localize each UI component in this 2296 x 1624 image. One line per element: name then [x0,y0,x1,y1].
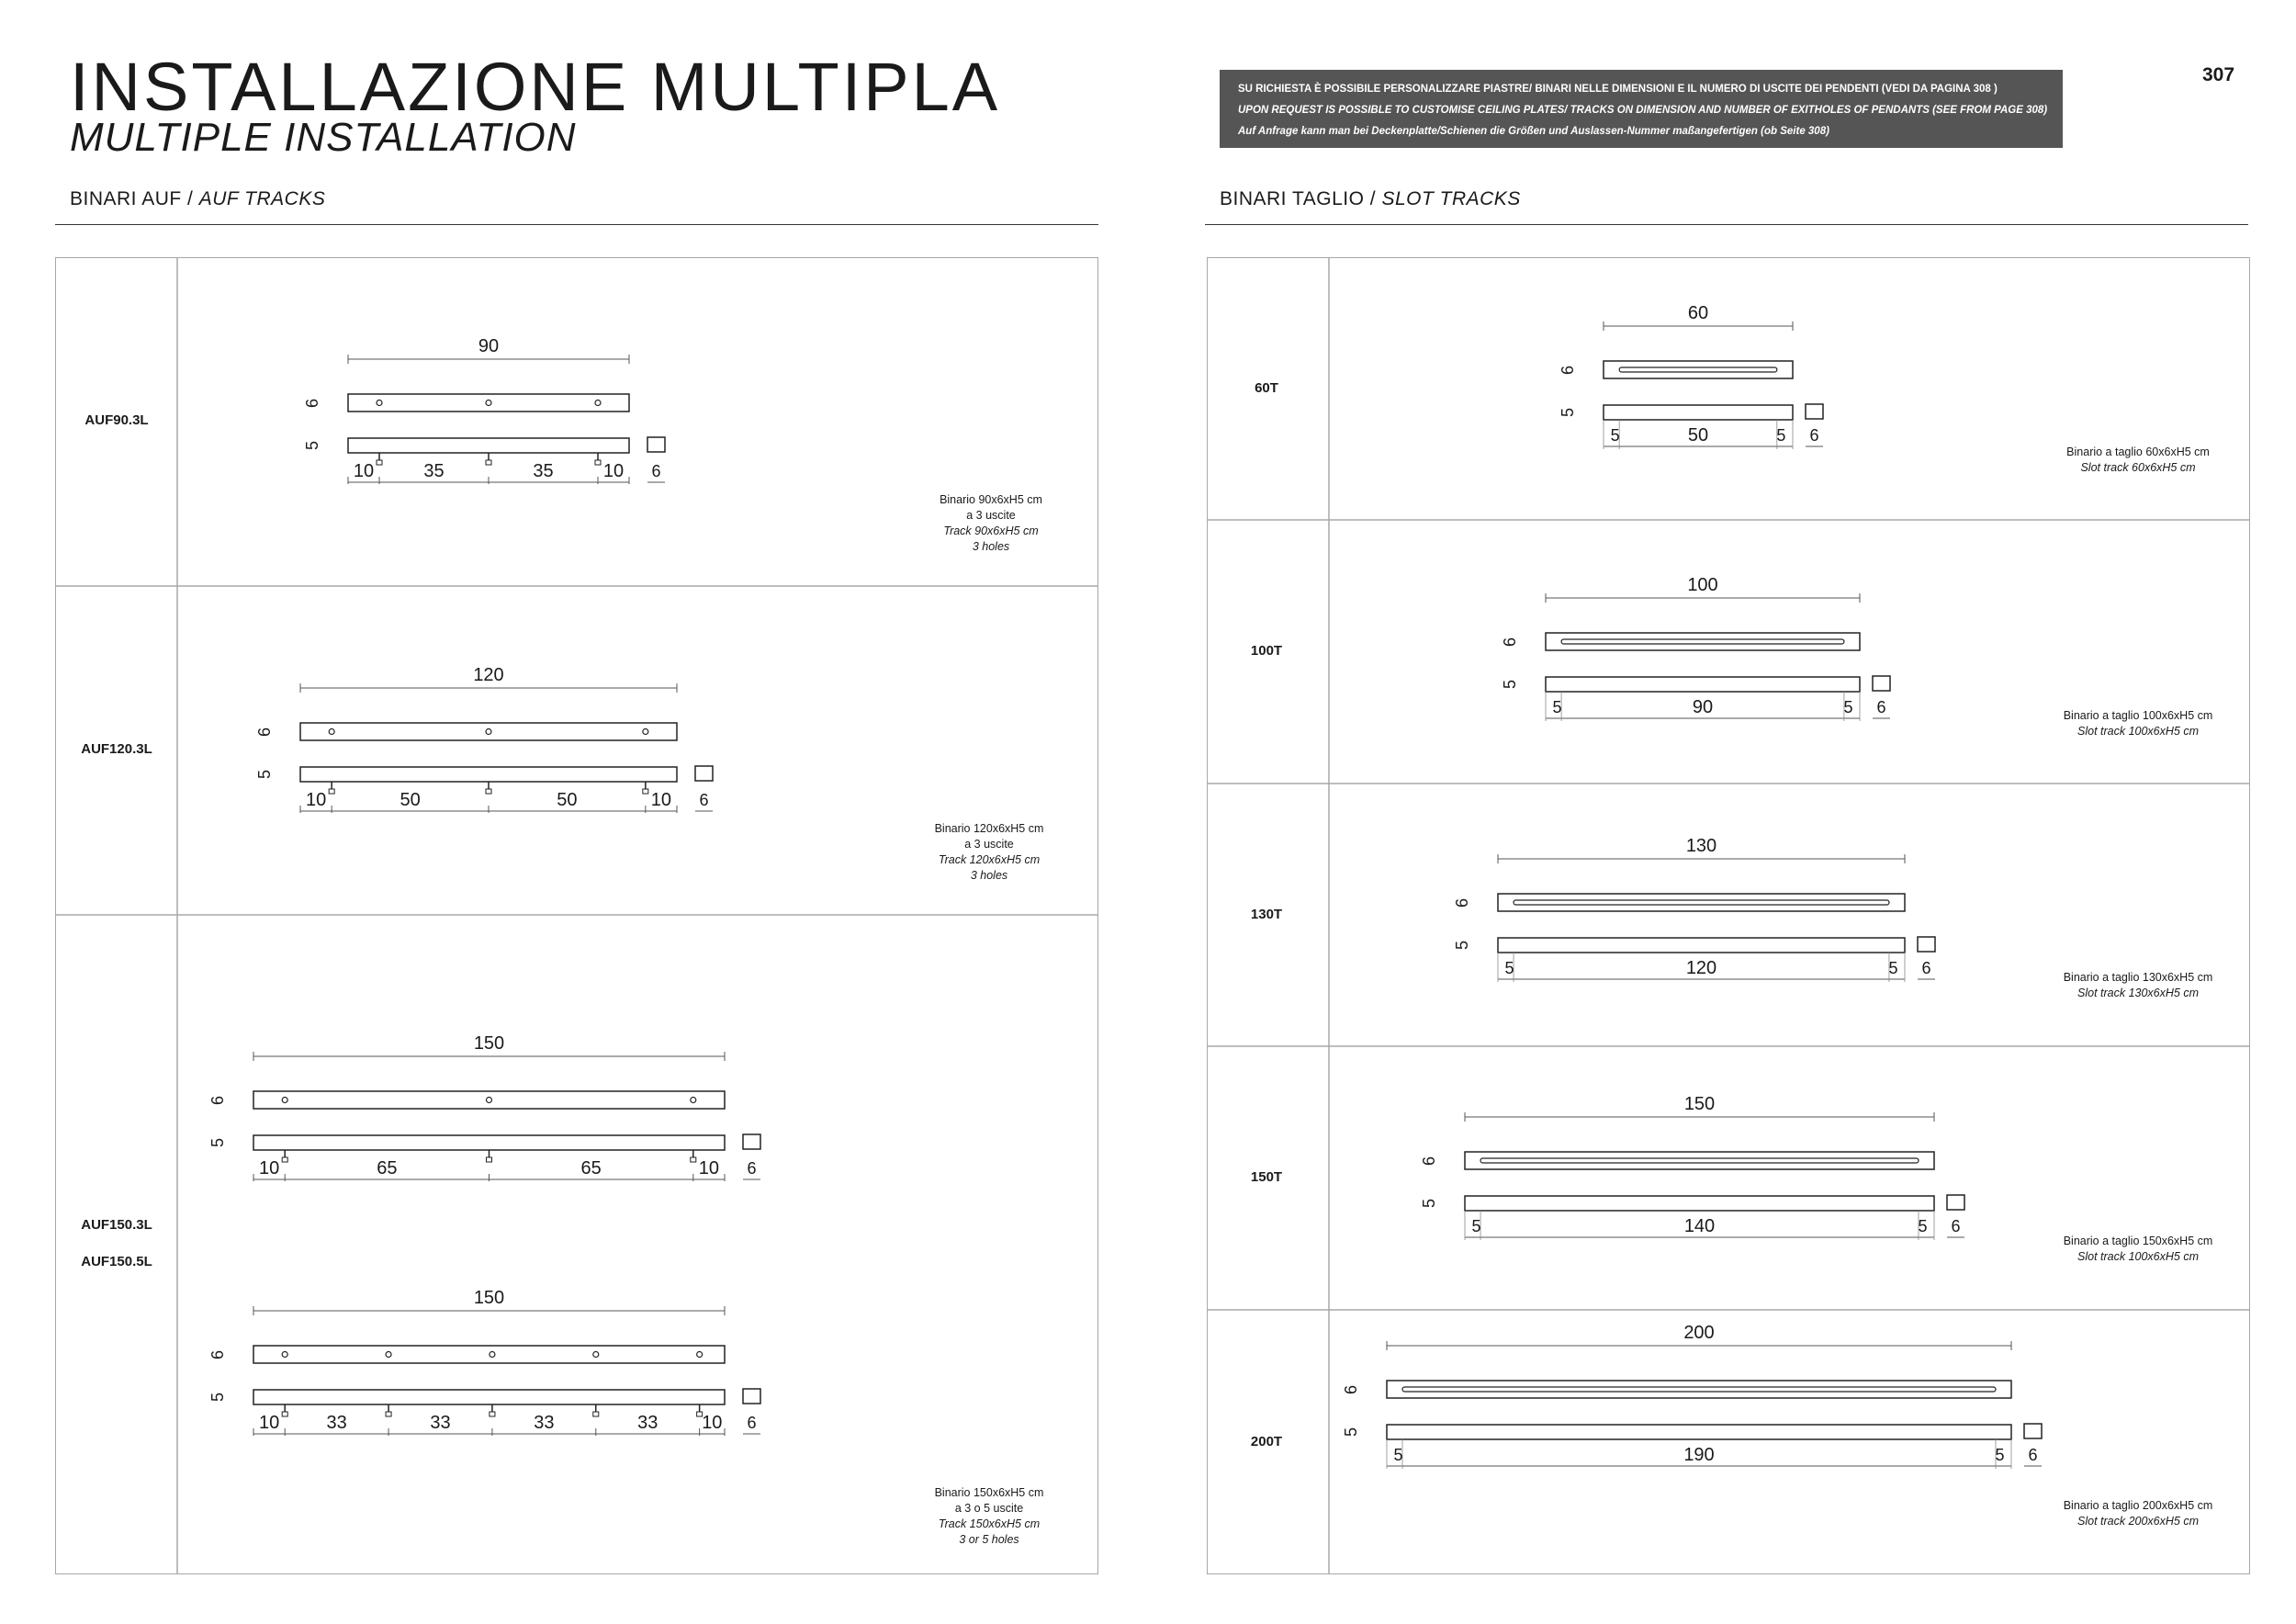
track-side-view [1546,677,1860,692]
track-top-view [348,394,629,412]
dimension-label-segment: 10 [698,1158,720,1179]
dimension-label-height: 5 [1420,1198,1438,1209]
dimension-label-depth: 6 [2028,1446,2038,1464]
product-code-150t: 150T [1250,1169,1283,1185]
page-title: INSTALLAZIONE MULTIPLA [70,49,1001,125]
product-code-100t: 100T [1250,643,1283,659]
exit-hole [697,1352,703,1358]
track-end-profile [1947,1195,1964,1210]
dimension-label-height: 5 [1453,940,1471,951]
dimension-label-end: 5 [1888,959,1898,977]
product-code-auf150-5l: AUF150.5L [81,1254,152,1269]
exit-hole [282,1098,287,1103]
exit-hole [593,1352,599,1358]
desc-line: Track 120x6xH5 cm [938,853,1041,866]
pendant-exit [282,1157,287,1162]
dimension-label-depth: 6 [1501,637,1519,648]
pendant-exit [595,460,601,465]
track-top-view [300,723,677,740]
exit-hole [490,1352,495,1358]
dimension-label-inner: 190 [1683,1445,1715,1465]
track-side-view [1465,1196,1934,1211]
desc-line: a 3 uscite [964,838,1014,851]
dimension-label-segment: 50 [400,790,421,810]
desc-line: Track 90x6xH5 cm [943,524,1039,537]
track-side-view [300,767,677,782]
track-end-profile [743,1134,760,1149]
dimension-label-end: 5 [1776,426,1786,445]
dimension-label-depth: 6 [699,791,709,809]
track-top-view [1498,894,1905,911]
dimension-label-segment: 10 [258,1413,280,1433]
track-side-view [253,1390,725,1404]
exit-hole [386,1352,391,1358]
pendant-exit [486,460,491,465]
dimension-label-depth: 6 [1420,1156,1438,1167]
desc-line: Binario 90x6xH5 cm [940,493,1042,506]
section-slot-label-it: BINARI TAGLIO / [1220,188,1382,209]
dimension-label-depth: 6 [747,1414,757,1432]
desc-line: 3 holes [972,540,1010,553]
notice-line-en: UPON REQUEST IS POSSIBLE TO CUSTOMISE CEILING PLATES/ TRACKS ON DIMENSION AND NUMBER OF EXITHOLES OF PENDANTS (SEE FROM PAGE 308) [1238,105,2048,116]
dimension-label-segment: 65 [580,1158,602,1179]
pendant-exit [593,1412,599,1416]
desc-line: Slot track 100x6xH5 cm [2077,725,2199,738]
track-top-view [1465,1152,1934,1169]
dimension-label-segment: 33 [637,1413,658,1433]
dimension-label-total: 100 [1687,575,1718,595]
dimension-label-segment: 33 [534,1413,555,1433]
dimension-label-height: 5 [1501,679,1519,690]
exit-hole [643,729,648,735]
dimension-label-segment: 50 [557,790,578,810]
dimension-label-depth: 6 [208,1349,227,1360]
dimension-label-height: 5 [255,769,274,780]
track-slot [1514,900,1889,905]
dimension-label-depth: 6 [1342,1384,1360,1395]
track-top-view [253,1091,725,1109]
desc-line: Slot track 60x6xH5 cm [2080,461,2196,474]
dimension-label-depth: 6 [1559,365,1577,376]
track-side-view [1604,405,1793,420]
dimension-label-depth: 6 [1951,1217,1961,1235]
track-end-profile [695,766,713,781]
desc-line: 3 holes [970,869,1008,882]
section-auf-label-it: BINARI AUF / [70,188,199,209]
track-top-view [1387,1381,2011,1398]
dimension-label-total: 120 [473,665,504,685]
dimension-label-total: 60 [1687,303,1709,323]
notice-line-de: Auf Anfrage kann man bei Deckenplatte/Schienen die Größen und Auslassen-Nummer maßangefertigen (ob Seite 308) [1238,126,1829,137]
track-side-view [253,1135,725,1150]
track-end-profile [2024,1424,2042,1438]
product-code-auf120: AUF120.3L [81,741,152,757]
dimension-label-end: 5 [1471,1217,1481,1235]
dimension-label-end: 5 [1610,426,1620,445]
exit-hole [282,1352,287,1358]
section-slot-label-en: SLOT TRACKS [1381,188,1521,209]
dimension-label-total: 200 [1683,1323,1715,1343]
track-top-view [1546,633,1860,650]
dimension-label-height: 5 [208,1392,227,1403]
dimension-label-total: 150 [1683,1094,1716,1114]
dimension-label-end: 5 [1504,959,1514,977]
dimension-label-end: 5 [1843,698,1853,716]
track-end-profile [743,1389,760,1404]
dimension-label-segment: 10 [305,790,327,810]
dimension-label-segment: 65 [377,1158,398,1179]
track-slot [1561,639,1844,644]
exit-hole [329,729,334,735]
dimension-label-end: 5 [1995,1446,2005,1464]
dimension-label-depth: 6 [208,1095,227,1106]
dimension-label-segment: 35 [423,461,445,481]
exit-hole [595,400,601,406]
desc-line: Binario a taglio 150x6xH5 cm [2063,1235,2213,1247]
pendant-exit [487,1157,492,1162]
desc-line: Binario a taglio 100x6xH5 cm [2063,709,2213,722]
track-side-view [348,438,629,453]
dimension-label-height: 5 [208,1137,227,1148]
track-side-view [1387,1425,2011,1439]
dimension-label-depth: 6 [1453,897,1471,908]
pendant-exit [282,1412,287,1416]
desc-line: Binario 120x6xH5 cm [934,822,1044,835]
track-end-profile [1873,676,1890,691]
dimension-label-segment: 33 [430,1413,451,1433]
dimension-label-inner: 90 [1692,697,1714,717]
desc-line: Slot track 100x6xH5 cm [2077,1250,2199,1263]
track-slot [1619,367,1777,372]
exit-hole [377,400,382,406]
track-slot [1402,1387,1996,1392]
notice-line-it: SU RICHIESTA È POSSIBILE PERSONALIZZARE PIASTRE/ BINARI NELLE DIMENSIONI E IL NUMERO DI USCITE DEI PENDENTI (VEDI DA PAGINA 308 ) [1238,84,1998,95]
dimension-label-end: 5 [1393,1446,1403,1464]
page-number: 307 [2202,64,2235,85]
dimension-label-depth: 6 [1876,698,1886,716]
track-side-view [1498,938,1905,953]
pendant-exit [490,1412,495,1416]
dimension-label-depth: 6 [1921,959,1931,977]
pendant-exit [386,1412,391,1416]
track-end-profile [1806,404,1823,419]
dimension-label-total: 90 [478,336,500,356]
dimension-label-segment: 10 [650,790,672,810]
dimension-label-end: 5 [1918,1217,1928,1235]
product-code-auf150-3l: AUF150.3L [81,1217,152,1233]
desc-line: Binario a taglio 130x6xH5 cm [2063,971,2213,984]
dimension-label-segment: 10 [258,1158,280,1179]
dimension-label-depth: 6 [303,398,321,409]
dimension-label-depth: 6 [1809,426,1819,445]
pendant-exit [377,460,382,465]
track-slot [1480,1158,1919,1163]
desc-line: a 3 uscite [966,509,1016,522]
dimension-label-total: 150 [473,1033,505,1054]
dimension-label-segment: 10 [353,461,375,481]
desc-line: a 3 o 5 uscite [954,1502,1024,1515]
dimension-label-height: 5 [1342,1427,1360,1438]
desc-line: Binario a taglio 200x6xH5 cm [2063,1499,2213,1512]
exit-hole [487,1098,492,1103]
dimension-label-depth: 6 [255,727,274,738]
dimension-label-depth: 6 [651,462,661,480]
track-end-profile [1918,937,1935,952]
exit-hole [691,1098,696,1103]
exit-hole [486,729,491,735]
dimension-label-segment: 10 [602,461,625,481]
dimension-label-segment: 10 [702,1413,723,1433]
dimension-label-inner: 50 [1687,425,1709,445]
desc-line: Slot track 130x6xH5 cm [2077,987,2199,999]
exit-hole [486,400,491,406]
dimension-label-total: 130 [1685,836,1717,856]
pendant-exit [691,1157,696,1162]
section-auf-label-en: AUF TRACKS [198,188,326,209]
product-code-200t: 200T [1250,1434,1283,1449]
product-code-130t: 130T [1250,907,1283,922]
dimension-label-depth: 6 [747,1159,757,1178]
dimension-label-total: 150 [473,1288,505,1308]
dimension-label-segment: 35 [533,461,554,481]
pendant-exit [329,789,334,794]
desc-line: Binario a taglio 60x6xH5 cm [2066,445,2210,458]
product-code-auf90: AUF90.3L [84,412,149,428]
pendant-exit [486,789,491,794]
desc-line: Binario 150x6xH5 cm [934,1486,1044,1499]
dimension-label-end: 5 [1552,698,1562,716]
dimension-label-height: 5 [1559,407,1577,418]
pendant-exit [643,789,648,794]
dimension-label-segment: 33 [326,1413,347,1433]
dimension-label-inner: 140 [1683,1216,1716,1236]
product-code-60t: 60T [1255,380,1278,396]
page-subtitle: MULTIPLE INSTALLATION [70,115,577,160]
dimension-label-height: 5 [303,440,321,451]
desc-line: Slot track 200x6xH5 cm [2077,1515,2199,1528]
dimension-label-inner: 120 [1685,958,1717,978]
track-end-profile [647,437,665,452]
desc-line: 3 or 5 holes [959,1533,1019,1546]
desc-line: Track 150x6xH5 cm [938,1517,1041,1530]
track-top-view [1604,361,1793,378]
